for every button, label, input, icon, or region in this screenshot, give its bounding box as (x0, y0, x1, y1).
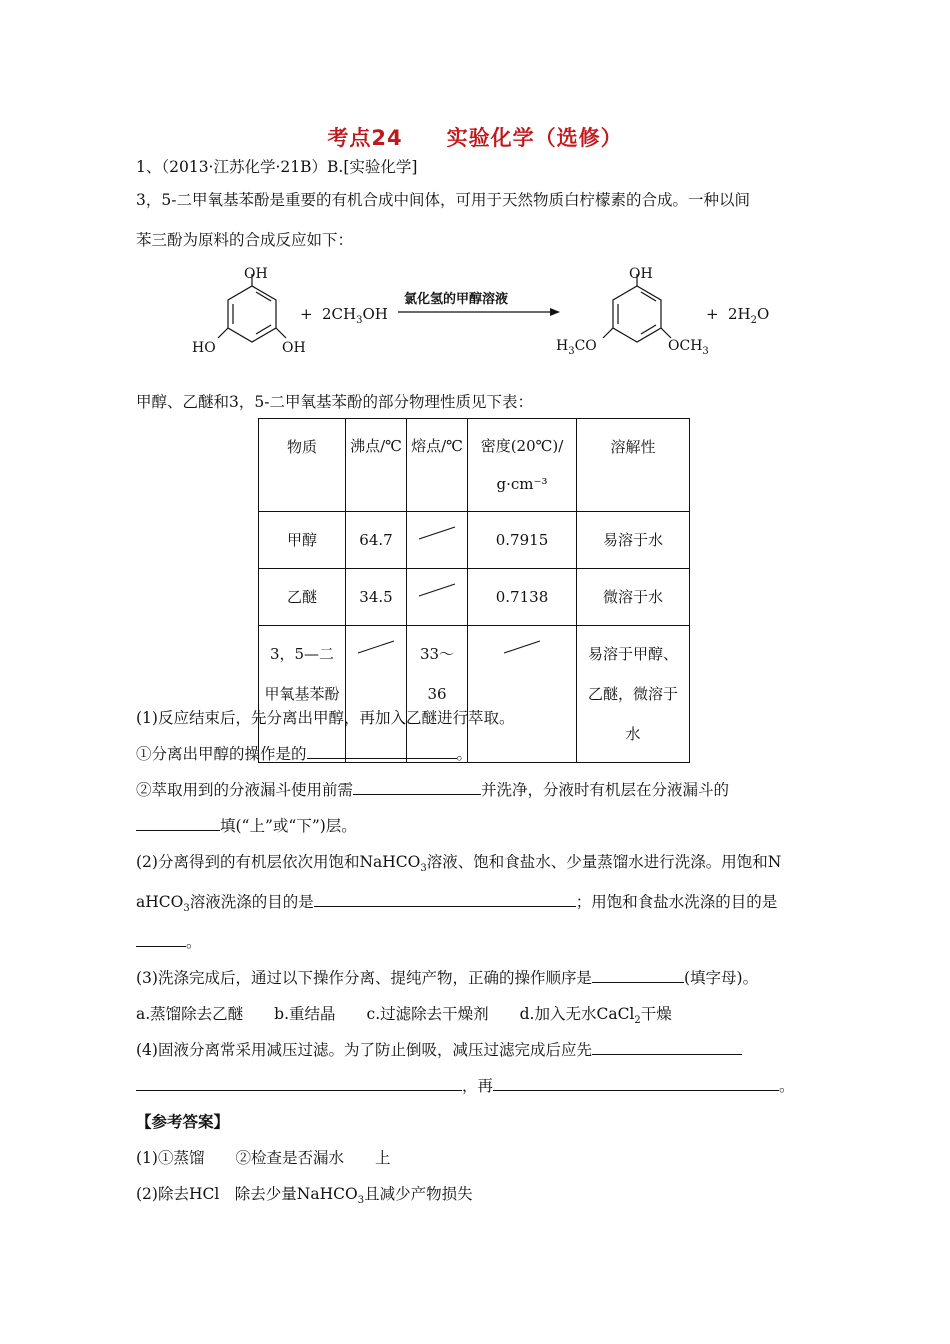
cell-boiling: 64.7 (346, 512, 407, 569)
answer-blank[interactable] (136, 814, 220, 831)
part-4 (136, 1038, 742, 1060)
part-1b-mid: 并洗净，分液时有机层在分液漏斗的 (481, 781, 730, 799)
plus-sign-2: + (706, 305, 719, 323)
cell-substance: 甲醇 (259, 512, 346, 569)
answer-1: (1)①蒸馏 ②检查是否漏水 上 (136, 1149, 391, 1167)
part-1b-end: 填(“上”或“下”)层。 (220, 817, 357, 835)
reactant-left-oh: HO (192, 340, 216, 356)
cell-substance: 3，5—二甲氧基苯酚 (259, 626, 346, 763)
part-1a (136, 742, 472, 764)
dash-mark (418, 526, 456, 540)
part-3 (136, 966, 758, 988)
table-header-row (259, 419, 690, 512)
part-1b-cont (136, 814, 357, 836)
header-boiling-point: 沸点/℃ (346, 419, 407, 512)
reaction-condition: 氯化氢的甲醇溶液 (404, 292, 509, 307)
question-header: 1、（2013·江苏化学·21B）B.[实验化学] (136, 158, 418, 176)
cell-boiling: 34.5 (346, 569, 407, 626)
cell-melting-empty (407, 512, 468, 569)
dash-mark (418, 583, 456, 597)
part-1a-text: ①分离出甲醇的操作是的 (136, 745, 307, 763)
header-melting-point: 熔点/℃ (407, 419, 468, 512)
answer-blank[interactable] (136, 930, 186, 947)
answer-blank[interactable] (592, 1038, 742, 1055)
part-4-cont (136, 1074, 795, 1096)
part-4-mid: ，再 (462, 1077, 494, 1095)
table-row (259, 569, 690, 626)
cell-substance: 乙醚 (259, 569, 346, 626)
reactant-ring (218, 274, 286, 342)
answer-2: (2)除去HCl 除去少量NaHCO$_3$且减少产物损失 (136, 1185, 473, 1207)
intro-line-1: 3，5-二甲氧基苯酚是重要的有机合成中间体，可用于天然物质白柠檬素的合成。一种以间 (136, 191, 750, 209)
dash-mark (357, 640, 395, 654)
part-1a-end: 。 (456, 745, 473, 763)
product-top-oh: OH (629, 266, 653, 282)
plus-sign-1: + (300, 305, 313, 323)
reagent-methanol: $2CH_3OH$ (322, 305, 388, 326)
product-right-group: $OCH_3$ (668, 338, 709, 357)
table-row (259, 512, 690, 569)
part-1: (1)反应结束后，先分离出甲醇，再加入乙醚进行萃取。 (136, 709, 515, 727)
part-3-options: a.蒸馏除去乙醚 b.重结晶 c.过滤除去干燥剂 d.加入无水CaCl$_2$干燥 (136, 1005, 672, 1027)
part-2-line-3 (136, 930, 202, 952)
part-2-line-2: aHCO$_3$溶液洗涤的目的是 ；用饱和食盐水洗涤的目的是 (136, 890, 777, 914)
answer-blank[interactable] (314, 890, 576, 907)
answer-blank[interactable] (136, 1074, 462, 1091)
intro-line-2: 苯三酚为原料的合成反应如下： (136, 231, 354, 249)
part-3-end: (填字母)。 (683, 969, 759, 987)
header-solubility: 溶解性 (577, 419, 690, 512)
header-substance: 物质 (259, 419, 346, 512)
part-1b (136, 778, 729, 800)
part-3-text: (3)洗涤完成后，通过以下操作分离、提纯产物，正确的操作顺序是 (136, 969, 592, 987)
part-4-end: 。 (779, 1077, 795, 1095)
table-intro: 甲醇、乙醚和3，5-二甲氧基苯酚的部分物理性质见下表： (136, 393, 533, 411)
byproduct-water: $2H_2O$ (728, 305, 770, 326)
answer-blank[interactable] (592, 966, 684, 983)
product-ring (603, 274, 671, 342)
cell-solubility: 易溶于水 (577, 512, 690, 569)
answer-blank[interactable] (307, 742, 457, 759)
page-title: 考点24 实验化学（选修） (327, 126, 623, 150)
cell-density: 0.7138 (468, 569, 577, 626)
part-4-text: (4)固液分离常采用减压过滤。为了防止倒吸，减压过滤完成后应先 (136, 1041, 592, 1059)
answer-heading: 【参考答案】 (136, 1113, 230, 1131)
part-1b-text: ②萃取用到的分液漏斗使用前需 (136, 781, 354, 799)
cell-melting: 33～36 (407, 626, 468, 763)
product-left-group: $H_3CO$ (556, 338, 597, 357)
reactant-top-oh: OH (244, 266, 268, 282)
answer-blank[interactable] (493, 1074, 779, 1091)
dash-mark (503, 640, 541, 654)
cell-melting-empty (407, 569, 468, 626)
cell-density: 0.7915 (468, 512, 577, 569)
cell-solubility: 微溶于水 (577, 569, 690, 626)
reactant-right-oh: OH (282, 340, 306, 356)
header-density: 密度(20℃)/ g·cm⁻³ (468, 419, 577, 512)
cell-solubility: 易溶于甲醇、乙醚，微溶于水 (577, 626, 690, 763)
part-2-line-1: (2)分离得到的有机层依次用饱和NaHCO$_3$溶液、饱和食盐水、少量蒸馏水进行洗涤。用饱和N (136, 853, 782, 875)
arrow-head (550, 308, 560, 316)
part-2-end: 。 (186, 933, 202, 951)
answer-blank[interactable] (353, 778, 481, 795)
cell-density-empty (468, 626, 577, 763)
